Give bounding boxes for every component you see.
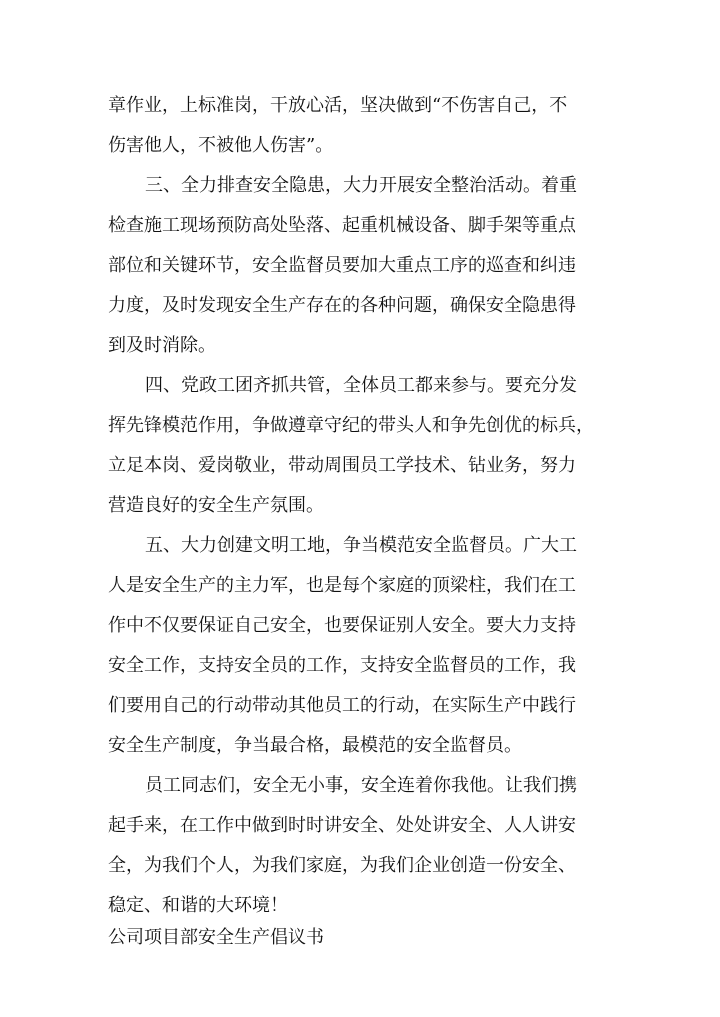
text-line: 全，为我们个人，为我们家庭，为我们企业创造一份安全、 [108,855,576,876]
text-line: 立足本岗、爱岗敬业，带动周围员工学技术、钻业务，努力 [108,455,576,476]
text-line: 起手来，在工作中做到时时讲安全、处处讲安全、人人讲安 [108,815,576,836]
paragraph-start-line: 五、大力创建文明工地，争当模范安全监督员。广大工 [145,535,577,556]
text-line: 到及时消除。 [108,335,216,356]
text-line: 人是安全生产的主力军，也是每个家庭的顶梁柱，我们在工 [108,575,576,596]
paragraph-start-line: 三、全力排查安全隐患，大力开展安全整治活动。着重 [145,175,577,196]
text-line: 们要用自己的行动带动其他员工的行动，在实际生产中践行 [108,695,576,716]
document-body [108,86,618,953]
text-line: 挥先锋模范作用，争做遵章守纪的带头人和争先创优的标兵， [108,415,594,436]
text-line: 章作业，上标准岗，干放心活，坚决做到“不伤害自己，不 [108,95,568,116]
text-line: 稳定、和谐的大环境！ [108,895,288,916]
document-title: 公司项目部安全生产倡议书 [108,927,324,948]
text-line: 营造良好的安全生产氛围。 [108,495,324,516]
text-line: 伤害他人，不被他人伤害”。 [108,135,334,156]
text-line: 作中不仅要保证自己安全，也要保证别人安全。要大力支持 [108,615,576,636]
paragraph-start-line: 员工同志们，安全无小事，安全连着你我他。让我们携 [145,775,577,796]
text-line: 安全生产制度，争当最合格，最模范的安全监督员。 [108,735,522,756]
text-line: 部位和关键环节，安全监督员要加大重点工序的巡查和纠违 [108,255,576,276]
text-line: 检查施工现场预防高处坠落、起重机械设备、脚手架等重点 [108,215,576,236]
paragraph-start-line: 四、党政工团齐抓共管，全体员工都来参与。要充分发 [145,375,577,396]
text-line: 力度，及时发现安全生产存在的各种问题，确保安全隐患得 [108,295,576,316]
text-line: 安全工作，支持安全员的工作，支持安全监督员的工作，我 [108,655,576,676]
